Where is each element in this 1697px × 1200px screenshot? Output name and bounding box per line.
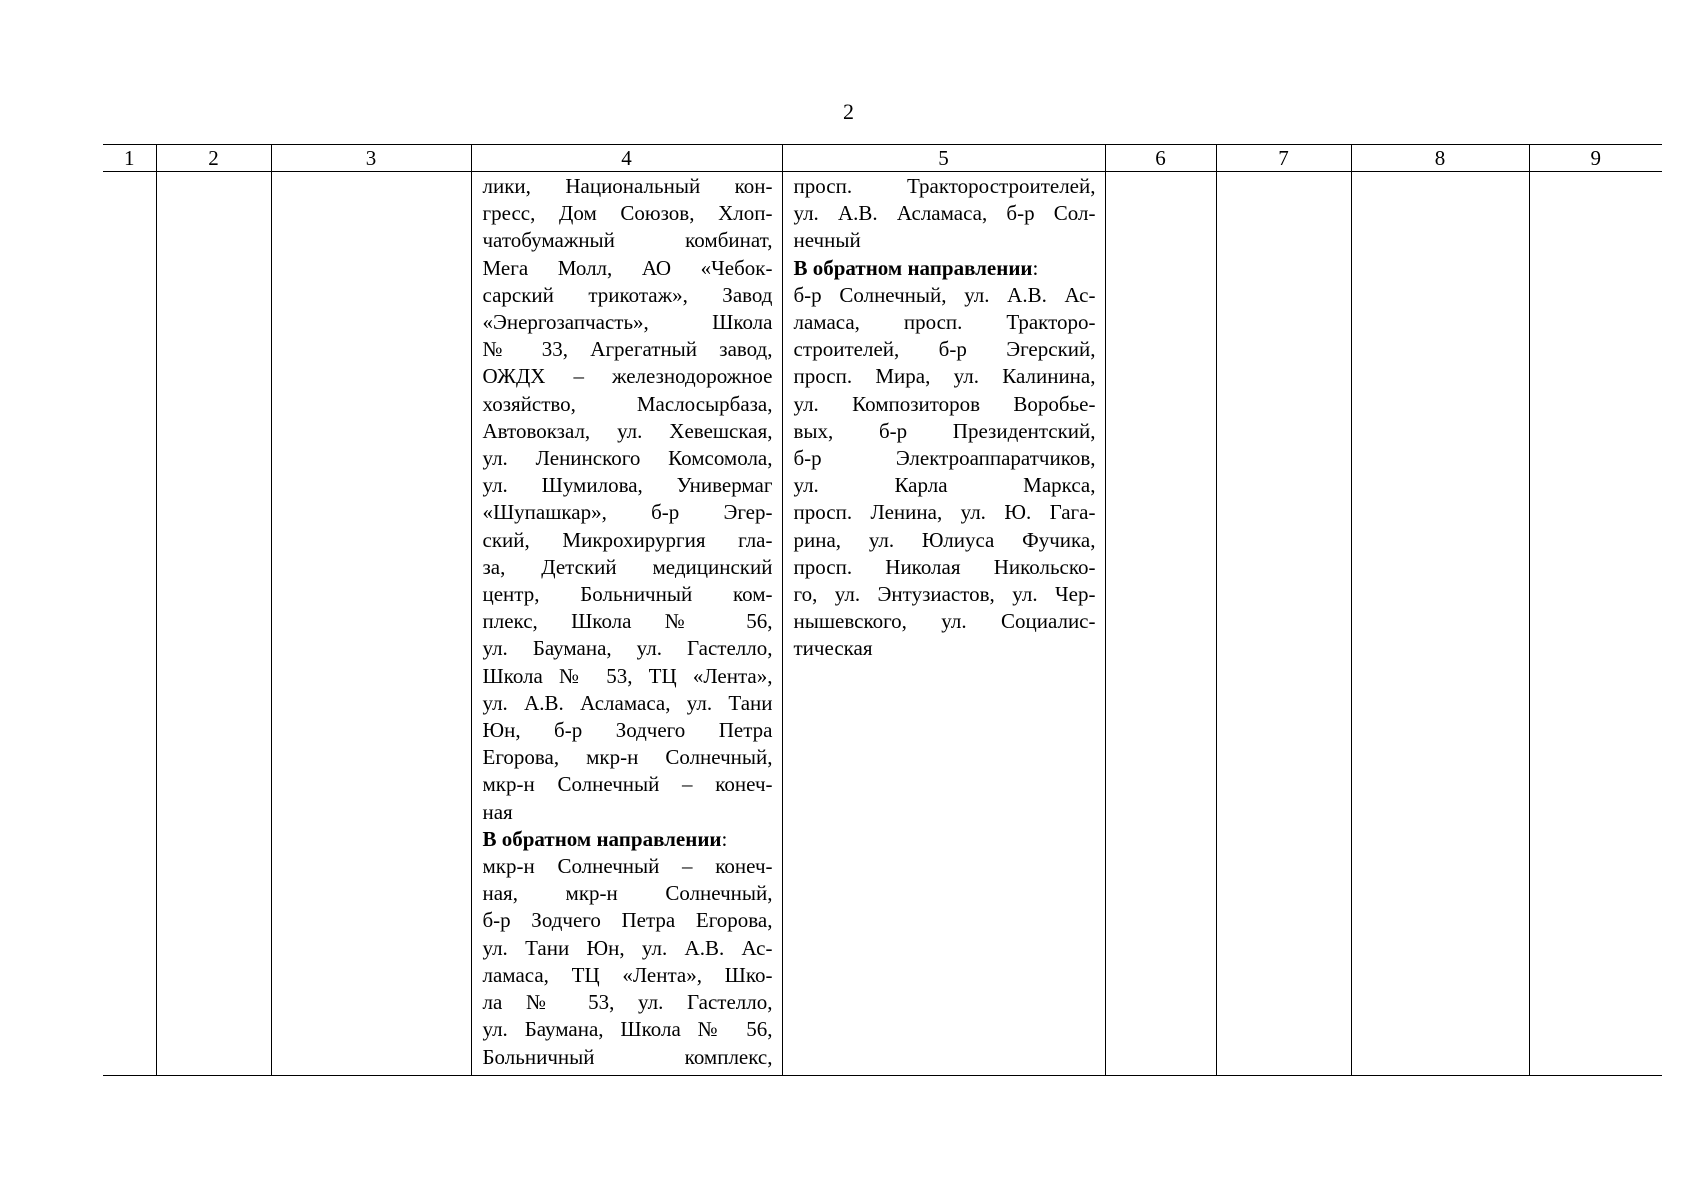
column-header: 2 bbox=[156, 145, 271, 172]
page-number: 2 bbox=[843, 99, 854, 124]
table-row bbox=[103, 172, 1662, 1076]
text-line: мкр-н Солнечный – конеч- bbox=[482, 772, 773, 797]
text-line: Школа № 53, ТЦ «Лента», bbox=[482, 663, 773, 688]
cell-col-5-streets bbox=[782, 172, 1105, 1076]
heading-suffix: : bbox=[1032, 255, 1039, 280]
text-line: ул. Ленинского Комсомола, bbox=[482, 446, 773, 471]
text-line: вых, б-р Президентский, bbox=[793, 418, 1096, 443]
text-line: ОЖДХ – железнодорожное bbox=[482, 364, 773, 389]
route-stops-text bbox=[472, 172, 782, 1071]
text-line: мкр-н Солнечный – конеч- bbox=[482, 854, 773, 879]
text-line: ламаса, просп. Тракторо- bbox=[793, 310, 1096, 335]
column-header: 7 bbox=[1216, 145, 1351, 172]
cell-col-7 bbox=[1216, 172, 1351, 1076]
text-line: за, Детский медицинский bbox=[482, 554, 773, 579]
text-line: ул. А.В. Асламаса, б-р Сол- bbox=[793, 201, 1096, 226]
table-header-row bbox=[103, 145, 1662, 172]
text-line: Больничный комплекс, bbox=[482, 1044, 773, 1069]
heading-suffix: : bbox=[721, 826, 728, 851]
text-line: ул. Баумана, ул. Гастелло, bbox=[482, 636, 773, 661]
text-line: ул. Карла Маркса, bbox=[793, 473, 1096, 498]
text-line: ул. Баумана, Школа № 56, bbox=[482, 1017, 773, 1042]
text-line: «Шупашкар», б-р Эгер- bbox=[482, 500, 773, 525]
cell-col-1 bbox=[103, 172, 156, 1076]
cell-col-8 bbox=[1351, 172, 1529, 1076]
column-header: 1 bbox=[103, 145, 156, 172]
text-line: ламаса, ТЦ «Лента», Шко- bbox=[482, 962, 773, 987]
text-line: Егорова, мкр-н Солнечный, bbox=[482, 745, 773, 770]
column-header: 9 bbox=[1529, 145, 1662, 172]
cell-col-3 bbox=[271, 172, 471, 1076]
text-line: Мега Молл, АО «Чебок- bbox=[482, 255, 773, 280]
text-line: ная bbox=[482, 799, 513, 824]
text-line: го, ул. Энтузиастов, ул. Чер- bbox=[793, 582, 1096, 607]
text-line: строителей, б-р Эгерский, bbox=[793, 337, 1096, 362]
text-line: ная, мкр-н Солнечный, bbox=[482, 881, 773, 906]
text-line: плекс, Школа № 56, bbox=[482, 609, 773, 634]
text-line: ла № 53, ул. Гастелло, bbox=[482, 990, 773, 1015]
text-line: ул. Композиторов Воробье- bbox=[793, 391, 1096, 416]
text-line: б-р Зодчего Петра Егорова, bbox=[482, 908, 773, 933]
text-line: сарский трикотаж», Завод bbox=[482, 282, 773, 307]
text-line: просп. Николая Никольско- bbox=[793, 554, 1096, 579]
text-line: просп. Ленина, ул. Ю. Гага- bbox=[793, 500, 1096, 525]
text-line bbox=[794, 255, 1096, 282]
text-line bbox=[483, 826, 773, 853]
text-line: «Энергозапчасть», Школа bbox=[482, 310, 773, 335]
text-line: чатобумажный комбинат, bbox=[482, 228, 773, 253]
column-header: 5 bbox=[782, 145, 1105, 172]
text-line: нечный bbox=[793, 228, 861, 253]
cell-col-6 bbox=[1105, 172, 1216, 1076]
column-header: 8 bbox=[1351, 145, 1529, 172]
column-header: 6 bbox=[1105, 145, 1216, 172]
text-line: ул. Тани Юн, ул. А.В. Ас- bbox=[482, 935, 773, 960]
text-line: Автовокзал, ул. Хевешская, bbox=[482, 418, 773, 443]
text-line: просп. Тракторостроителей, bbox=[793, 174, 1096, 198]
reverse-direction-heading: В обратном направлении bbox=[482, 826, 722, 851]
column-header: 3 bbox=[271, 145, 471, 172]
route-table bbox=[103, 144, 1662, 1076]
text-line: ский, Микрохирургия гла- bbox=[482, 527, 773, 552]
text-line: рина, ул. Юлиуса Фучика, bbox=[793, 527, 1096, 552]
text-line: Юн, б-р Зодчего Петра bbox=[482, 718, 773, 743]
text-line: нышевского, ул. Социалис- bbox=[793, 609, 1096, 634]
text-line: центр, Больничный ком- bbox=[482, 582, 773, 607]
text-line: ул. А.В. Асламаса, ул. Тани bbox=[482, 690, 773, 715]
text-line: б-р Солнечный, ул. А.В. Ас- bbox=[793, 282, 1096, 307]
cell-col-9 bbox=[1529, 172, 1662, 1076]
cell-col-2 bbox=[156, 172, 271, 1076]
text-line: лики, Национальный кон- bbox=[482, 174, 773, 198]
text-line: б-р Электроаппаратчиков, bbox=[793, 446, 1096, 471]
text-line: тическая bbox=[793, 636, 873, 661]
column-header: 4 bbox=[471, 145, 782, 172]
text-line: хозяйство, Маслосырбаза, bbox=[482, 391, 773, 416]
text-line: просп. Мира, ул. Калинина, bbox=[793, 364, 1096, 389]
cell-col-4-stops bbox=[471, 172, 782, 1076]
text-line: гресс, Дом Союзов, Хлоп- bbox=[482, 201, 773, 226]
text-line: № 33, Агрегатный завод, bbox=[482, 337, 773, 362]
route-streets-text bbox=[783, 172, 1105, 663]
reverse-direction-heading: В обратном направлении bbox=[793, 255, 1033, 280]
text-line: ул. Шумилова, Универмаг bbox=[482, 473, 773, 498]
